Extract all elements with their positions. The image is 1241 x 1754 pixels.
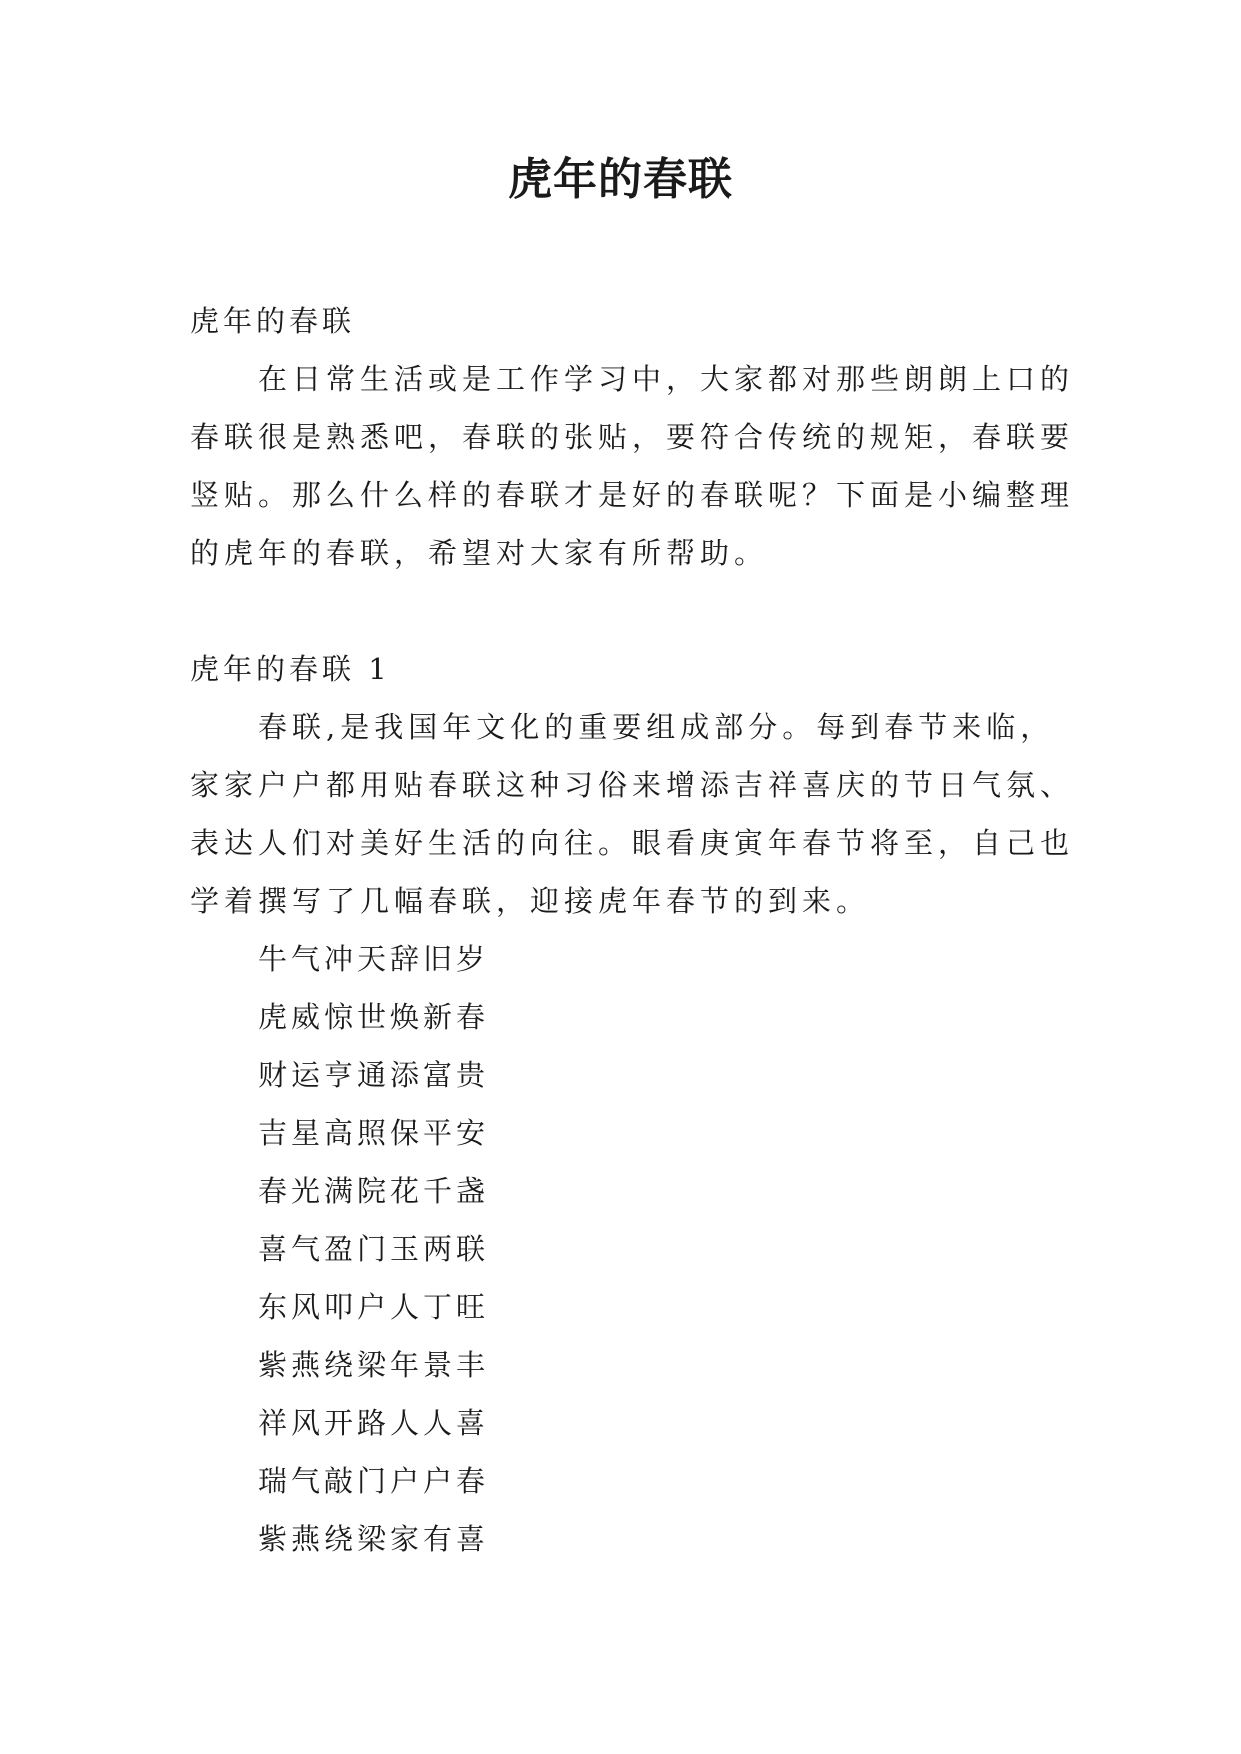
intro-heading: 虎年的春联 (190, 304, 356, 338)
intro-paragraph-line: 春联很是熟悉吧，春联的张贴，要符合传统的规矩，春联要 (190, 420, 1075, 454)
couplet-line: 紫燕绕梁家有喜 (258, 1522, 490, 1556)
section-paragraph-line: 学着撰写了几幅春联，迎接虎年春节的到来。 (190, 884, 871, 918)
section-spacer (190, 582, 1070, 640)
document-body (190, 292, 1075, 1568)
document-title: 虎年的春联 (508, 154, 733, 205)
couplet-line: 春光满院花千盏 (258, 1174, 490, 1208)
couplet-line: 瑞气敲门户户春 (258, 1464, 490, 1498)
couplet-line: 祥风开路人人喜 (258, 1406, 490, 1440)
intro-paragraph-line: 的虎年的春联，希望对大家有所帮助。 (190, 536, 769, 570)
section-paragraph-line: 表达人们对美好生活的向往。眼看庚寅年春节将至，自己也 (190, 826, 1075, 860)
section-paragraph-line: 春联,是我国年文化的重要组成部分。每到春节来临， (258, 710, 1055, 744)
couplet-line: 虎威惊世焕新春 (258, 1000, 490, 1034)
couplet-line: 吉星高照保平安 (258, 1116, 490, 1150)
couplet-line: 东风叩户人丁旺 (258, 1290, 490, 1324)
couplet-line: 喜气盈门玉两联 (258, 1232, 490, 1266)
section-paragraph-line: 家家户户都用贴春联这种习俗来增添吉祥喜庆的节日气氛、 (190, 768, 1075, 802)
couplet-line: 牛气冲天辞旧岁 (258, 942, 490, 976)
intro-paragraph-line: 竖贴。那么什么样的春联才是好的春联呢？下面是小编整理 (190, 478, 1075, 512)
couplet-line: 紫燕绕梁年景丰 (258, 1348, 490, 1382)
intro-paragraph-line: 在日常生活或是工作学习中，大家都对那些朗朗上口的 (258, 362, 1075, 396)
section-heading: 虎年的春联 1 (190, 652, 391, 686)
couplet-line: 财运亨通添富贵 (258, 1058, 490, 1092)
